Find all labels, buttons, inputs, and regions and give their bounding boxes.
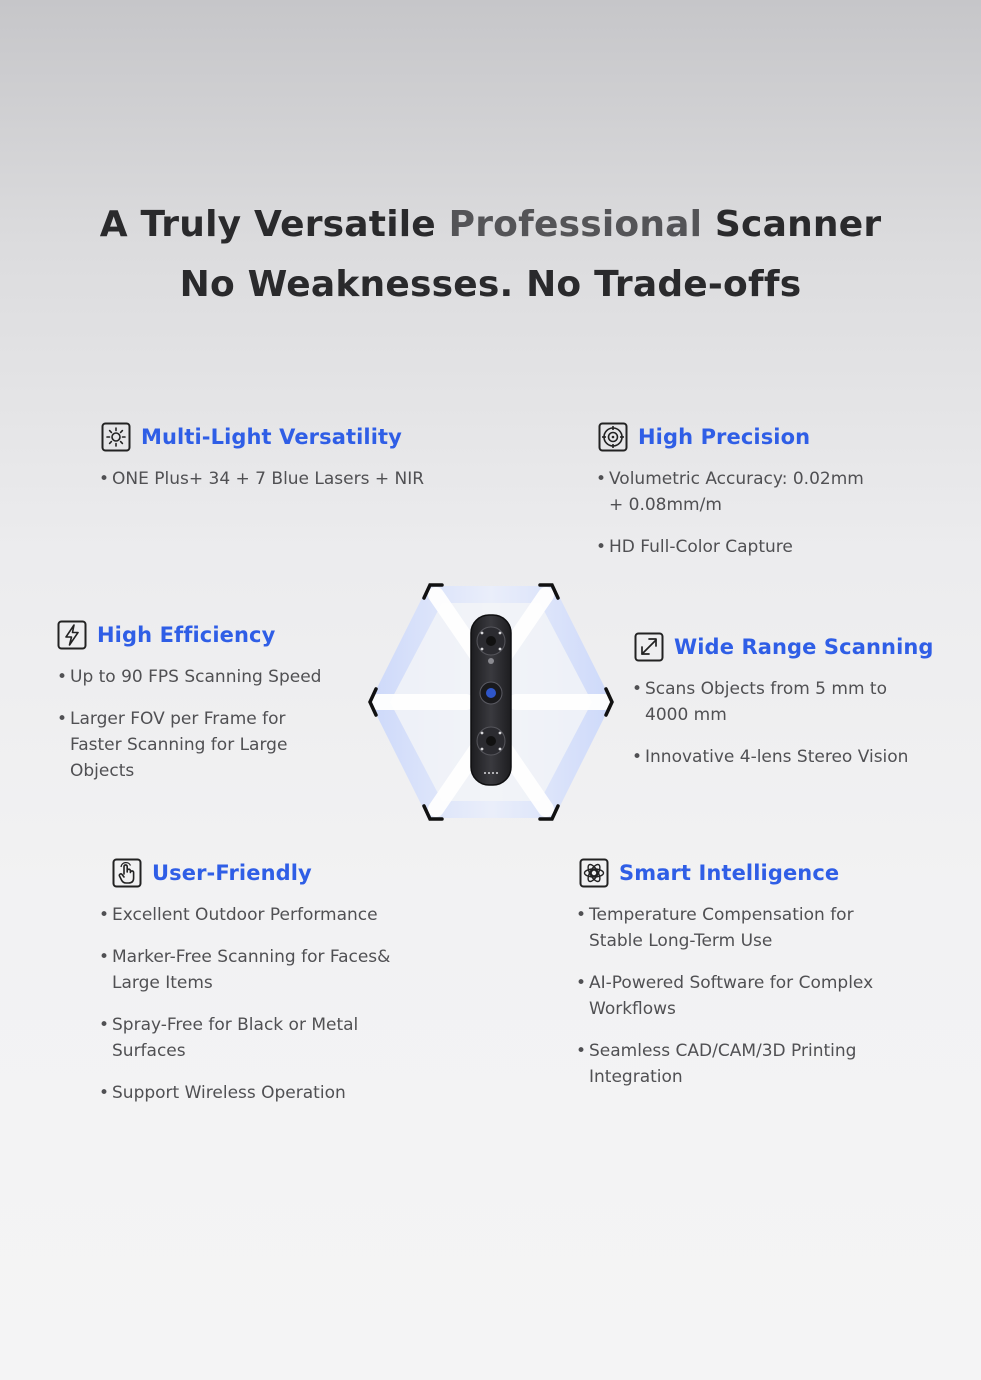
feature-bullets xyxy=(70,664,321,784)
chip-intelligence-icon xyxy=(579,858,609,888)
touch-hand-icon xyxy=(112,858,142,888)
lightning-bolt-icon xyxy=(57,620,87,650)
feature-bullet: • Support Wireless Operation xyxy=(112,1080,390,1106)
feature-title-row xyxy=(101,422,424,452)
feature-bullet: • Excellent Outdoor Performance xyxy=(112,902,390,928)
feature-bullet: • Marker-Free Scanning for Faces& Large Items xyxy=(112,944,390,996)
feature-title: High Precision xyxy=(638,425,811,449)
precision-target-icon xyxy=(598,422,628,452)
feature-bullets xyxy=(112,902,390,1106)
feature-bullet: • HD Full-Color Capture xyxy=(609,534,864,560)
feature-wide-range xyxy=(634,632,934,770)
feature-bullet: • Temperature Compensation for Stable Long-Term Use xyxy=(589,902,873,954)
feature-bullet: • Spray-Free for Black or Metal Surfaces xyxy=(112,1012,390,1064)
feature-bullet: • Seamless CAD/CAM/3D Printing Integration xyxy=(589,1038,873,1090)
feature-title-row xyxy=(598,422,864,452)
feature-multi-light xyxy=(101,422,424,492)
headline-line-1 xyxy=(0,204,981,245)
feature-title: User-Friendly xyxy=(152,861,312,885)
feature-high-precision xyxy=(598,422,864,560)
feature-bullet: • AI-Powered Software for Complex Workflows xyxy=(589,970,873,1022)
feature-bullet: • Volumetric Accuracy: 0.02mm + 0.08mm/m xyxy=(609,466,864,518)
feature-title: High Efficiency xyxy=(97,623,276,647)
headline-text-a: A Truly Versatile xyxy=(99,204,449,245)
feature-bullet: • Innovative 4-lens Stereo Vision xyxy=(645,744,934,770)
headline-line-2: No Weaknesses. No Trade-offs xyxy=(179,264,802,305)
feature-bullets xyxy=(589,902,873,1090)
feature-bullets xyxy=(645,676,934,770)
feature-bullets xyxy=(112,466,424,492)
feature-title-row xyxy=(579,858,873,888)
feature-title: Wide Range Scanning xyxy=(674,635,934,659)
expand-arrows-icon xyxy=(634,632,664,662)
feature-bullets xyxy=(609,466,864,560)
scanner-device-illustration xyxy=(366,581,616,823)
feature-user-friendly xyxy=(112,858,390,1106)
feature-title-row xyxy=(57,620,321,650)
feature-smart-intelligence xyxy=(579,858,873,1090)
feature-high-efficiency xyxy=(57,620,321,784)
feature-bullet: • Scans Objects from 5 mm to 4000 mm xyxy=(645,676,934,728)
feature-bullet: • Larger FOV per Frame for Faster Scanning for Large Objects xyxy=(70,706,321,784)
light-sun-icon xyxy=(101,422,131,452)
feature-bullet: • ONE Plus+ 34 + 7 Blue Lasers + NIR xyxy=(112,466,424,492)
headline-text-b: Scanner xyxy=(702,204,882,245)
headline-highlight: Professional xyxy=(448,204,703,245)
feature-title: Smart Intelligence xyxy=(619,861,840,885)
feature-bullet: • Up to 90 FPS Scanning Speed xyxy=(70,664,321,690)
feature-title-row xyxy=(112,858,390,888)
feature-title-row xyxy=(634,632,934,662)
feature-title: Multi-Light Versatility xyxy=(141,425,402,449)
